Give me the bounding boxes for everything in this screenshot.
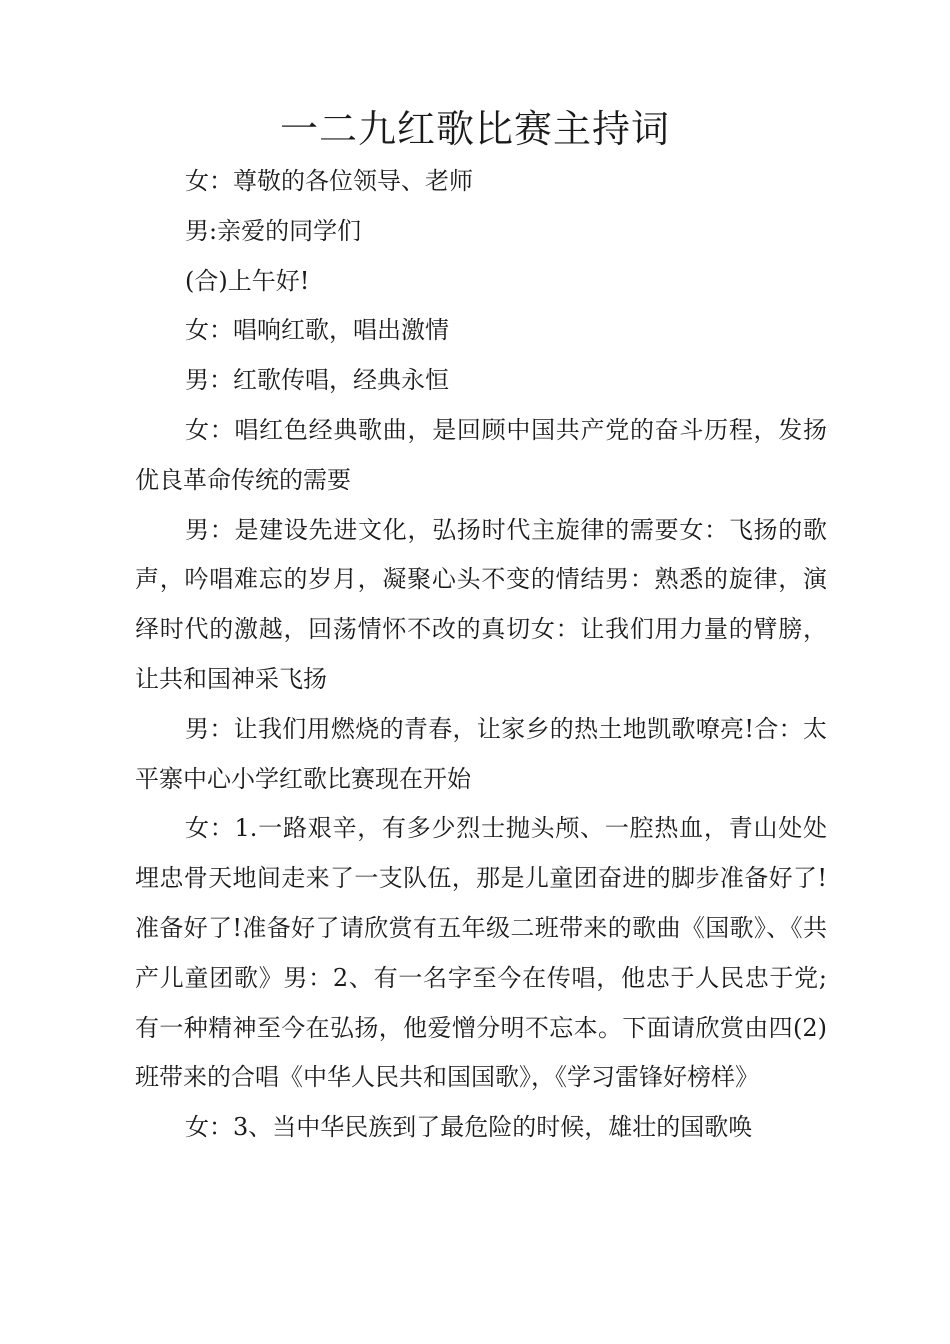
document-title: 一二九红歌比赛主持词 xyxy=(279,107,670,151)
paragraph: 男:亲爱的同学们 xyxy=(185,216,362,245)
paragraph: 男：红歌传唱，经典永恒 xyxy=(185,366,449,395)
document-body xyxy=(135,157,827,1153)
paragraph: 男：让我们用燃烧的青春，让家乡的热土地凯歌嘹亮!合：太平寨中心小学红歌比赛现在开始 xyxy=(135,714,827,793)
paragraph: 女：3、当中华民族到了最危险的时候，雄壮的国歌唤 xyxy=(185,1113,753,1142)
paragraph: (合)上午好! xyxy=(185,266,310,295)
paragraph: 女：1.一路艰辛，有多少烈士抛头颅、一腔热血，青山处处埋忠骨天地间走来了一支队伍，那是儿童团奋进的脚步准备好了!准备好了!准备好了请欣赏有五年级二班带来的歌曲《国歌》、《共产儿童团歌》男：2、有一名字至今在传唱，他忠于人民忠于党;有一种精神至今在弘扬，他爱憎分明不忘本。下面请欣赏由四(2)班带来的合唱《中华人民共和国国歌》，《学习雷锋好榜样》 xyxy=(135,814,827,1092)
paragraph: 女：尊敬的各位领导、老师 xyxy=(185,167,473,195)
paragraph: 女：唱红色经典歌曲，是回顾中国共产党的奋斗历程，发扬优良革命传统的需要 xyxy=(135,415,827,494)
paragraph: 女：唱响红歌，唱出激情 xyxy=(185,316,449,345)
paragraph: 男：是建设先进文化，弘扬时代主旋律的需要女：飞扬的歌声，吟唱难忘的岁月，凝聚心头不变的情结男：熟悉的旋律，演绎时代的激越，回荡情怀不改的真切女：让我们用力量的臂膀，让共和国神采飞扬 xyxy=(135,515,827,693)
